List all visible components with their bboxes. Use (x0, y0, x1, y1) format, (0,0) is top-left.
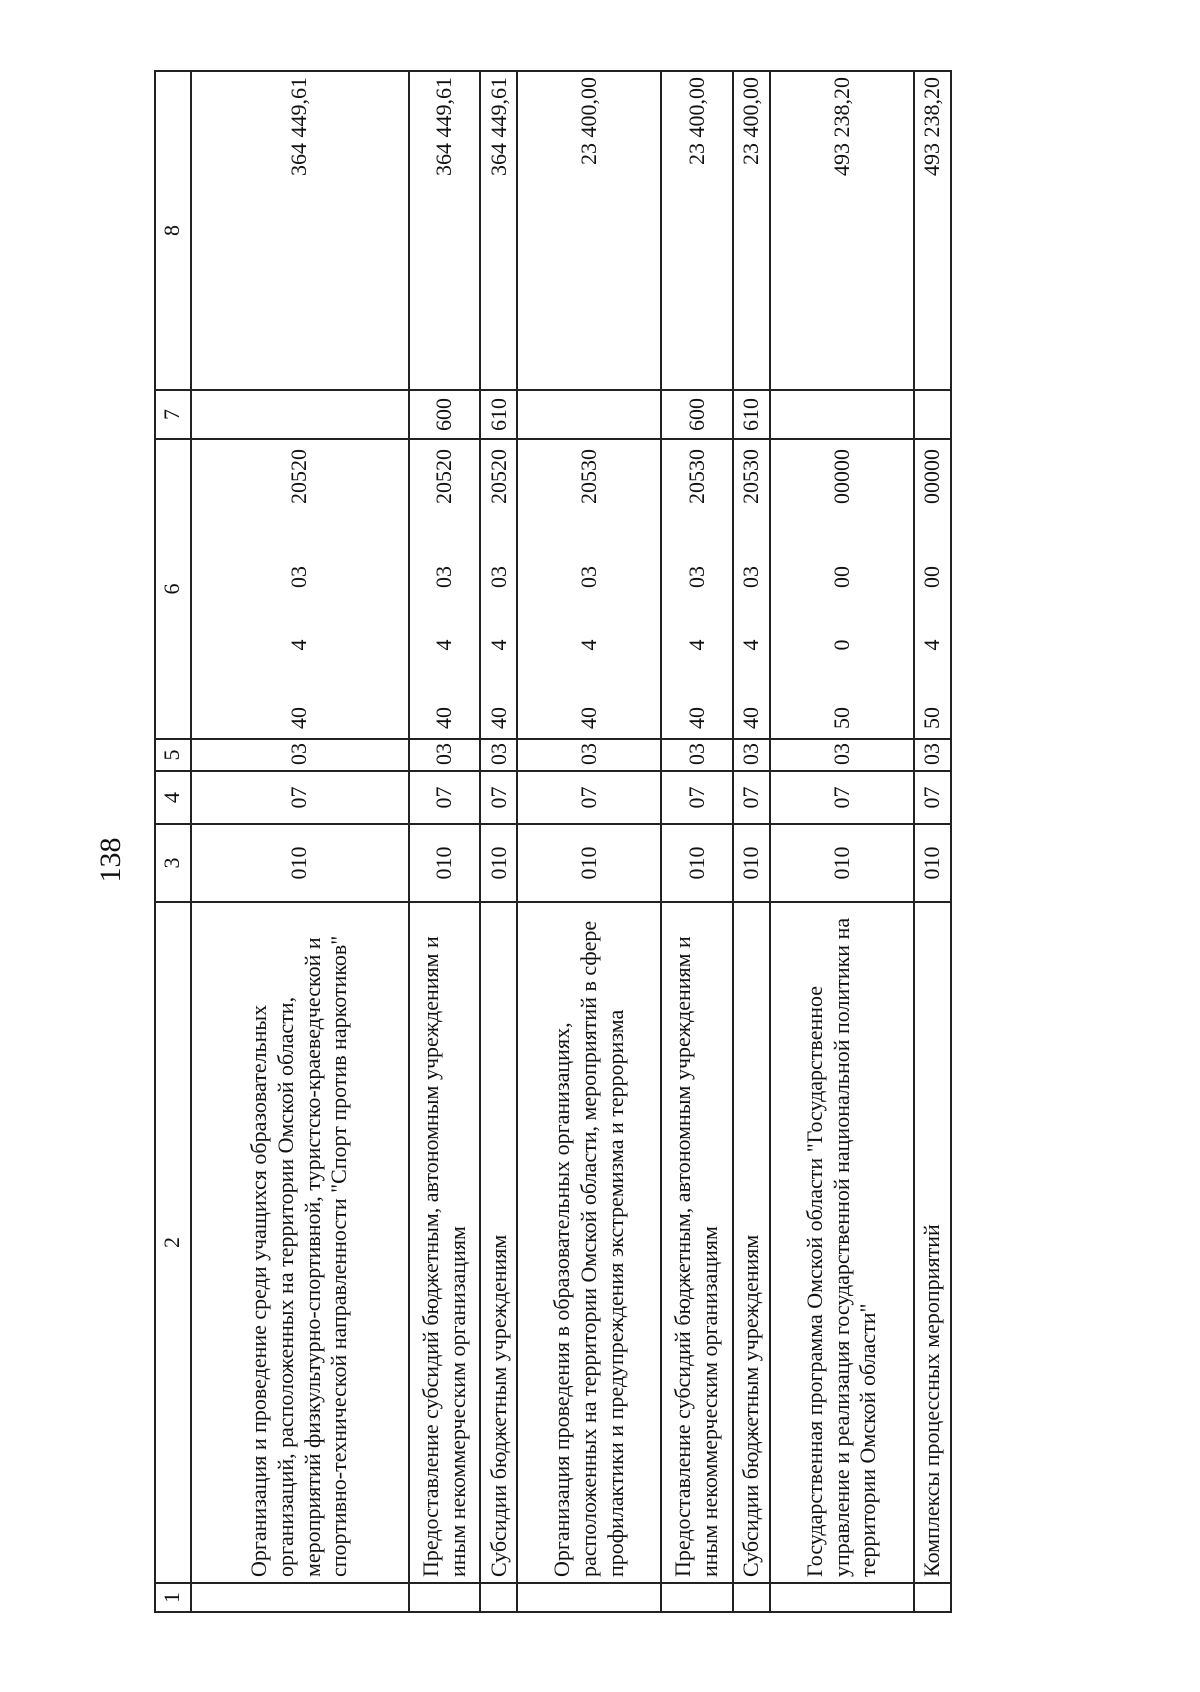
header-col-5: 5 (155, 739, 191, 771)
code-part-2: 0 (828, 639, 854, 651)
header-col-3: 3 (155, 824, 191, 902)
col4-value: 07 (409, 771, 481, 824)
budget-table (154, 70, 952, 1613)
col4-value: 07 (733, 771, 770, 824)
col7-value: 610 (733, 390, 770, 439)
row-name: Организация проведения в образовательных организациях, расположенных на территории Омской области, мероприятий в сфере профилактики и предупреждения экстремизма и терроризма (517, 902, 661, 1583)
code-part-1: 40 (738, 707, 764, 729)
table-row (409, 71, 481, 1612)
table-row (661, 71, 733, 1612)
col7-value (914, 390, 951, 439)
header-col-6: 6 (155, 439, 191, 739)
col3-value: 010 (409, 824, 481, 902)
amount-value: 23 400,00 (661, 71, 733, 390)
row-number-cell (661, 1583, 733, 1612)
col3-value: 010 (733, 824, 770, 902)
code-part-1: 50 (919, 707, 945, 729)
col4-value: 07 (661, 771, 733, 824)
code-part-1: 40 (683, 707, 709, 729)
code-cell (733, 439, 770, 739)
header-col-2: 2 (155, 902, 191, 1583)
code-part-2: 4 (738, 639, 764, 651)
code-cell (409, 439, 481, 739)
code-part-2: 4 (286, 639, 312, 651)
header-col-8: 8 (155, 71, 191, 390)
code-part-2: 4 (683, 639, 709, 651)
row-number-cell (914, 1583, 951, 1612)
row-name: Организация и проведение среди учащихся образовательных организаций, расположенных на территории Омской области, мероприятий физкультурно-спортивной, туристско-краеведческой и спортивно-технической направленности "Спорт против наркотиков" (191, 902, 409, 1583)
table-row (770, 71, 914, 1612)
row-number-cell (770, 1583, 914, 1612)
code-part-4: 00000 (828, 449, 854, 504)
code-cell (517, 439, 661, 739)
row-name: Субсидии бюджетным учреждениям (480, 902, 517, 1583)
header-col-7: 7 (155, 390, 191, 439)
col4-value: 07 (517, 771, 661, 824)
col4-value: 07 (770, 771, 914, 824)
code-part-4: 20520 (286, 449, 312, 504)
col7-value (517, 390, 661, 439)
code-part-2: 4 (919, 639, 945, 651)
col3-value: 010 (480, 824, 517, 902)
row-name: Предоставление субсидий бюджетным, автономным учреждениям и иным некоммерческим организациям (409, 902, 481, 1583)
code-part-4: 20530 (575, 449, 601, 504)
code-part-3: 00 (828, 566, 854, 588)
code-cell (770, 439, 914, 739)
table-row (517, 71, 661, 1612)
amount-value: 493 238,20 (770, 71, 914, 390)
code-part-1: 40 (431, 707, 457, 729)
row-name: Государственная программа Омской области "Государственное управление и реализация государственной национальной политики на территории Омской области" (770, 902, 914, 1583)
row-name: Субсидии бюджетным учреждениям (733, 902, 770, 1583)
amount-value: 493 238,20 (914, 71, 951, 390)
code-part-4: 00000 (919, 449, 945, 504)
col5-value: 03 (409, 739, 481, 771)
col3-value: 010 (517, 824, 661, 902)
code-part-4: 20520 (431, 449, 457, 504)
code-part-2: 4 (431, 639, 457, 651)
col7-value: 610 (480, 390, 517, 439)
row-number-cell (480, 1583, 517, 1612)
code-part-3: 03 (738, 566, 764, 588)
amount-value: 23 400,00 (733, 71, 770, 390)
row-name: Предоставление субсидий бюджетным, автономным учреждениям и иным некоммерческим организациям (661, 902, 733, 1583)
code-part-3: 00 (919, 566, 945, 588)
rotated-table-container (154, 72, 952, 1613)
code-part-1: 50 (828, 707, 854, 729)
code-part-4: 20530 (738, 449, 764, 504)
col5-value: 03 (661, 739, 733, 771)
col5-value: 03 (480, 739, 517, 771)
code-cell (661, 439, 733, 739)
col7-value (191, 390, 409, 439)
header-row (155, 71, 191, 1612)
code-part-4: 20530 (683, 449, 709, 504)
col5-value: 03 (191, 739, 409, 771)
code-part-1: 40 (485, 707, 511, 729)
col4-value: 07 (191, 771, 409, 824)
code-part-2: 4 (485, 639, 511, 651)
page-number: 138 (94, 837, 127, 883)
col3-value: 010 (661, 824, 733, 902)
table-row (191, 71, 409, 1612)
code-part-1: 40 (286, 707, 312, 729)
col3-value: 010 (191, 824, 409, 902)
code-part-2: 4 (575, 639, 601, 651)
header-col-4: 4 (155, 771, 191, 824)
col4-value: 07 (480, 771, 517, 824)
table-row (480, 71, 517, 1612)
col4-value: 07 (914, 771, 951, 824)
col7-value (770, 390, 914, 439)
col3-value: 010 (914, 824, 951, 902)
row-number-cell (409, 1583, 481, 1612)
code-cell (914, 439, 951, 739)
code-part-3: 03 (431, 566, 457, 588)
amount-value: 364 449,61 (191, 71, 409, 390)
amount-value: 364 449,61 (409, 71, 481, 390)
table-row (914, 71, 951, 1612)
col5-value: 03 (733, 739, 770, 771)
code-cell (191, 439, 409, 739)
col5-value: 03 (770, 739, 914, 771)
col3-value: 010 (770, 824, 914, 902)
header-col-1: 1 (155, 1583, 191, 1612)
code-part-3: 03 (683, 566, 709, 588)
row-number-cell (733, 1583, 770, 1612)
col5-value: 03 (914, 739, 951, 771)
code-cell (480, 439, 517, 739)
row-number-cell (517, 1583, 661, 1612)
amount-value: 364 449,61 (480, 71, 517, 390)
code-part-3: 03 (286, 566, 312, 588)
code-part-3: 03 (485, 566, 511, 588)
row-number-cell (191, 1583, 409, 1612)
col7-value: 600 (409, 390, 481, 439)
table-row (733, 71, 770, 1612)
col7-value: 600 (661, 390, 733, 439)
code-part-1: 40 (575, 707, 601, 729)
col5-value: 03 (517, 739, 661, 771)
row-name: Комплексы процессных мероприятий (914, 902, 951, 1583)
code-part-3: 03 (575, 566, 601, 588)
code-part-4: 20520 (485, 449, 511, 504)
amount-value: 23 400,00 (517, 71, 661, 390)
